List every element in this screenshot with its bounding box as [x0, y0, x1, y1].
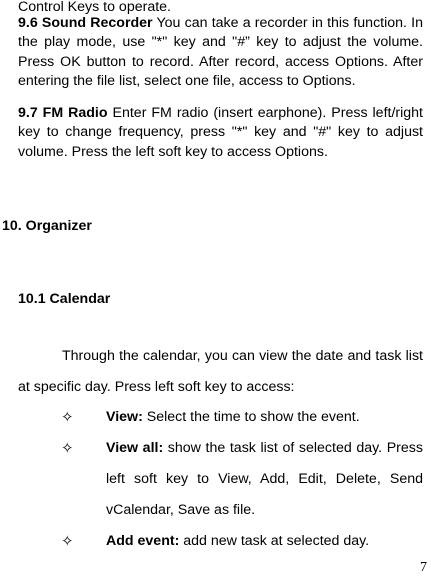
bullet-star-icon: ✧ — [61, 440, 74, 457]
section-title: 10. Organizer — [2, 218, 92, 234]
paragraph-fm-radio — [18, 104, 423, 162]
bullet-item-add-event — [106, 526, 423, 557]
bullet-label: View all: — [106, 440, 164, 456]
bullet-item-view — [106, 402, 423, 433]
fm-radio-heading: 9.7 FM Radio — [18, 105, 108, 121]
bullet-text: Select the time to show the event. — [142, 409, 360, 425]
bullet-star-icon: ✧ — [61, 409, 74, 426]
continuation-text: Control Keys to operate. — [18, 0, 171, 15]
calendar-intro: Through the calendar, you can view the date and task list at specific day. Press left soft key to access: — [18, 348, 423, 395]
bullet-label: View: — [106, 409, 143, 425]
bullet-star-icon: ✧ — [61, 533, 74, 550]
fm-radio-text: Enter FM radio (insert earphone). Press left/right key to change frequency, press "*" key and "#" key to adjust volume. Press the left soft key to access Options. — [18, 105, 423, 160]
sound-recorder-text: You can take a recorder in this function. In the play mode, use "*" key and "#” key to adjust the volume. Press OK button to record. After record, access Options. After entering the file list, select one file, access to Options. — [18, 15, 424, 90]
bullet-text: show the task list of selected day. Press left soft key to View, Add, Edit, Delete, Send vCalendar, Save as file. — [106, 440, 423, 518]
bullet-item-view-all — [106, 433, 423, 526]
sound-recorder-heading: 9.6 Sound Recorder — [18, 15, 153, 31]
bullet-text: add new task at selected day. — [179, 533, 370, 549]
page-number: 7 — [420, 560, 427, 575]
paragraph-sound-recorder — [18, 14, 423, 92]
subsection-title: 10.1 Calendar — [18, 291, 111, 307]
bullet-label: Add event: — [106, 533, 180, 549]
